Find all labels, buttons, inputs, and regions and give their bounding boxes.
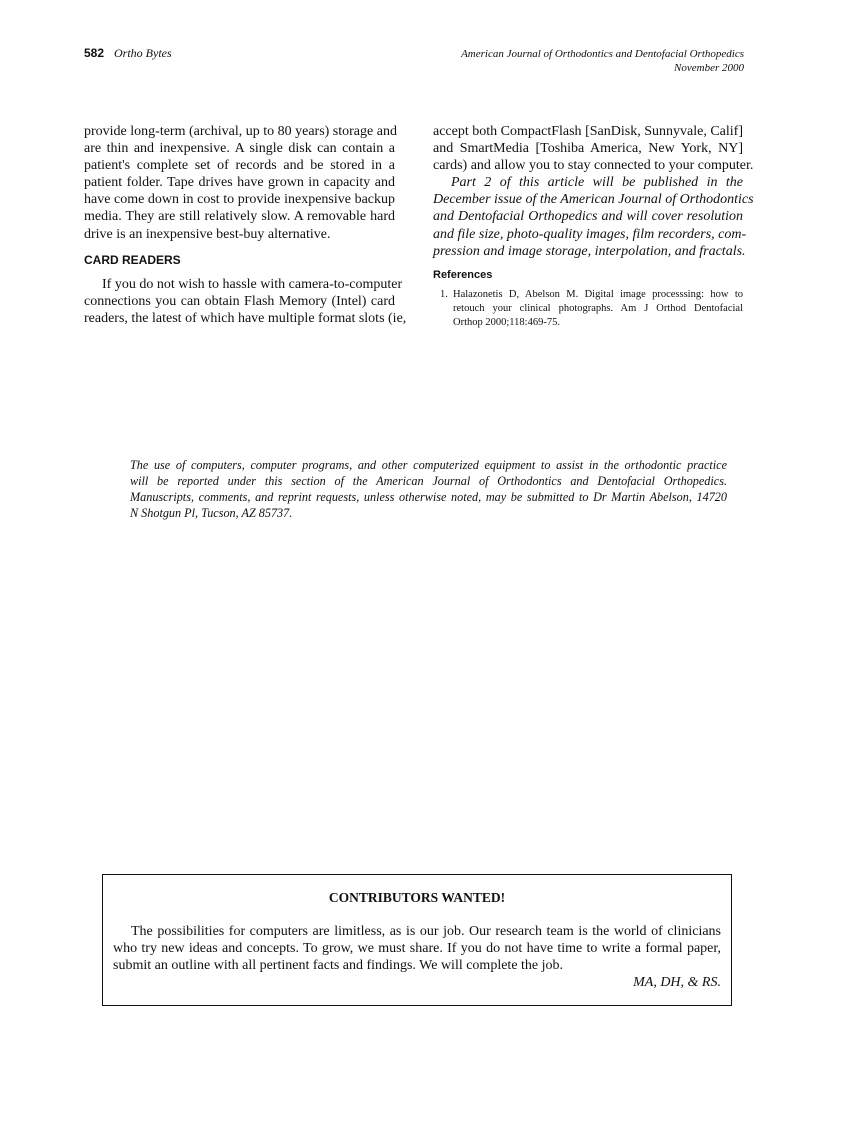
references-heading: References [433, 268, 493, 281]
text-line: The possibilities for computers are limitless, as is our job. Our research team is the world of clinicians [131, 924, 721, 939]
text-line: connections you can obtain Flash Memory (Intel) card [84, 293, 395, 309]
reference-number: 1. [440, 288, 448, 300]
text-line: and Dentofacial Orthopedics and will cover resolution [433, 209, 743, 225]
text-line: drive is an inexpensive best-buy alternative. [84, 226, 331, 242]
section-note [130, 457, 727, 521]
text-line: submit an outline with all pertinent facts and findings. We will complete the job. [113, 958, 564, 974]
text-line: Halazonetis D, Abelson M. Digital image processsing: how to [453, 288, 743, 300]
text-line: are thin and inexpensive. A single disk can contain a [84, 141, 395, 157]
text-line: media. They are still relatively slow. A removable hard [84, 209, 395, 225]
paragraph [84, 276, 407, 327]
box-title: CONTRIBUTORS WANTED! [328, 890, 506, 905]
text-line: accept both CompactFlash [SanDisk, Sunnyvale, Calif] [433, 124, 743, 139]
section-heading: CARD READERS [84, 252, 181, 267]
text-line: Manuscripts, comments, and reprint requests, unless otherwise noted, may be submitted to Dr Martin Abelson, 14720 [130, 490, 727, 504]
text-line: pression and image storage, interpolation, and fractals. [433, 243, 746, 259]
text-line: If you do not wish to hassle with camera-to-computer [102, 276, 403, 292]
running-header [461, 47, 744, 75]
box-text [113, 923, 721, 974]
text-line: December issue of the American Journal of Orthodontics [433, 192, 754, 208]
paragraph [433, 123, 754, 174]
text-line: provide long-term (archival, up to 80 years) storage and [84, 124, 397, 139]
text-line: Orthop 2000;118:469-75. [453, 316, 560, 328]
reference-text [453, 288, 743, 330]
text-line: cards) and allow you to stay connected to your computer. [433, 158, 754, 174]
text-line: have come down in cost to provide inexpensive backup [84, 192, 395, 208]
text-line: and file size, photo-quality images, film recorders, com- [433, 226, 747, 242]
journal-title: American Journal of Orthodontics and Dentofacial Orthopedics [461, 48, 744, 60]
reference-item [433, 288, 743, 330]
text-line: N Shotgun Pl, Tucson, AZ 85737. [130, 506, 293, 520]
text-line: patient folder. Tape drives have grown in capacity and [84, 175, 395, 191]
text-line: Part 2 of this article will be published in the [451, 175, 743, 191]
text-line: The use of computers, computer programs, and other computerized equipment to assist in the orthodontic practice [130, 458, 727, 472]
text-line: who try new ideas and concepts. To grow, we must share. If you do not have time to write a formal paper, [113, 941, 721, 957]
text-line: retouch your clinical photographs. Am J Orthod Dentofacial [453, 302, 743, 314]
issue-date: November 2000 [674, 62, 744, 74]
section-title: Ortho Bytes [114, 46, 172, 60]
signature: MA, DH, & RS. [633, 975, 721, 990]
text-line: readers, the latest of which have multiple format slots (ie, [84, 310, 407, 326]
text-line: patient's complete set of records and be stored in a [84, 158, 395, 174]
contributors-wanted-box [102, 874, 732, 1006]
page-number: 582 [84, 46, 105, 60]
text-line: will be reported under this section of the American Journal of Orthodontics and Dentofacial Orthopedics. [130, 474, 727, 488]
right-column [433, 123, 754, 330]
paragraph-italic [433, 174, 754, 259]
paragraph [84, 123, 395, 243]
text-line: and SmartMedia [Toshiba America, New York, NY] [433, 141, 743, 157]
left-column [84, 123, 407, 327]
